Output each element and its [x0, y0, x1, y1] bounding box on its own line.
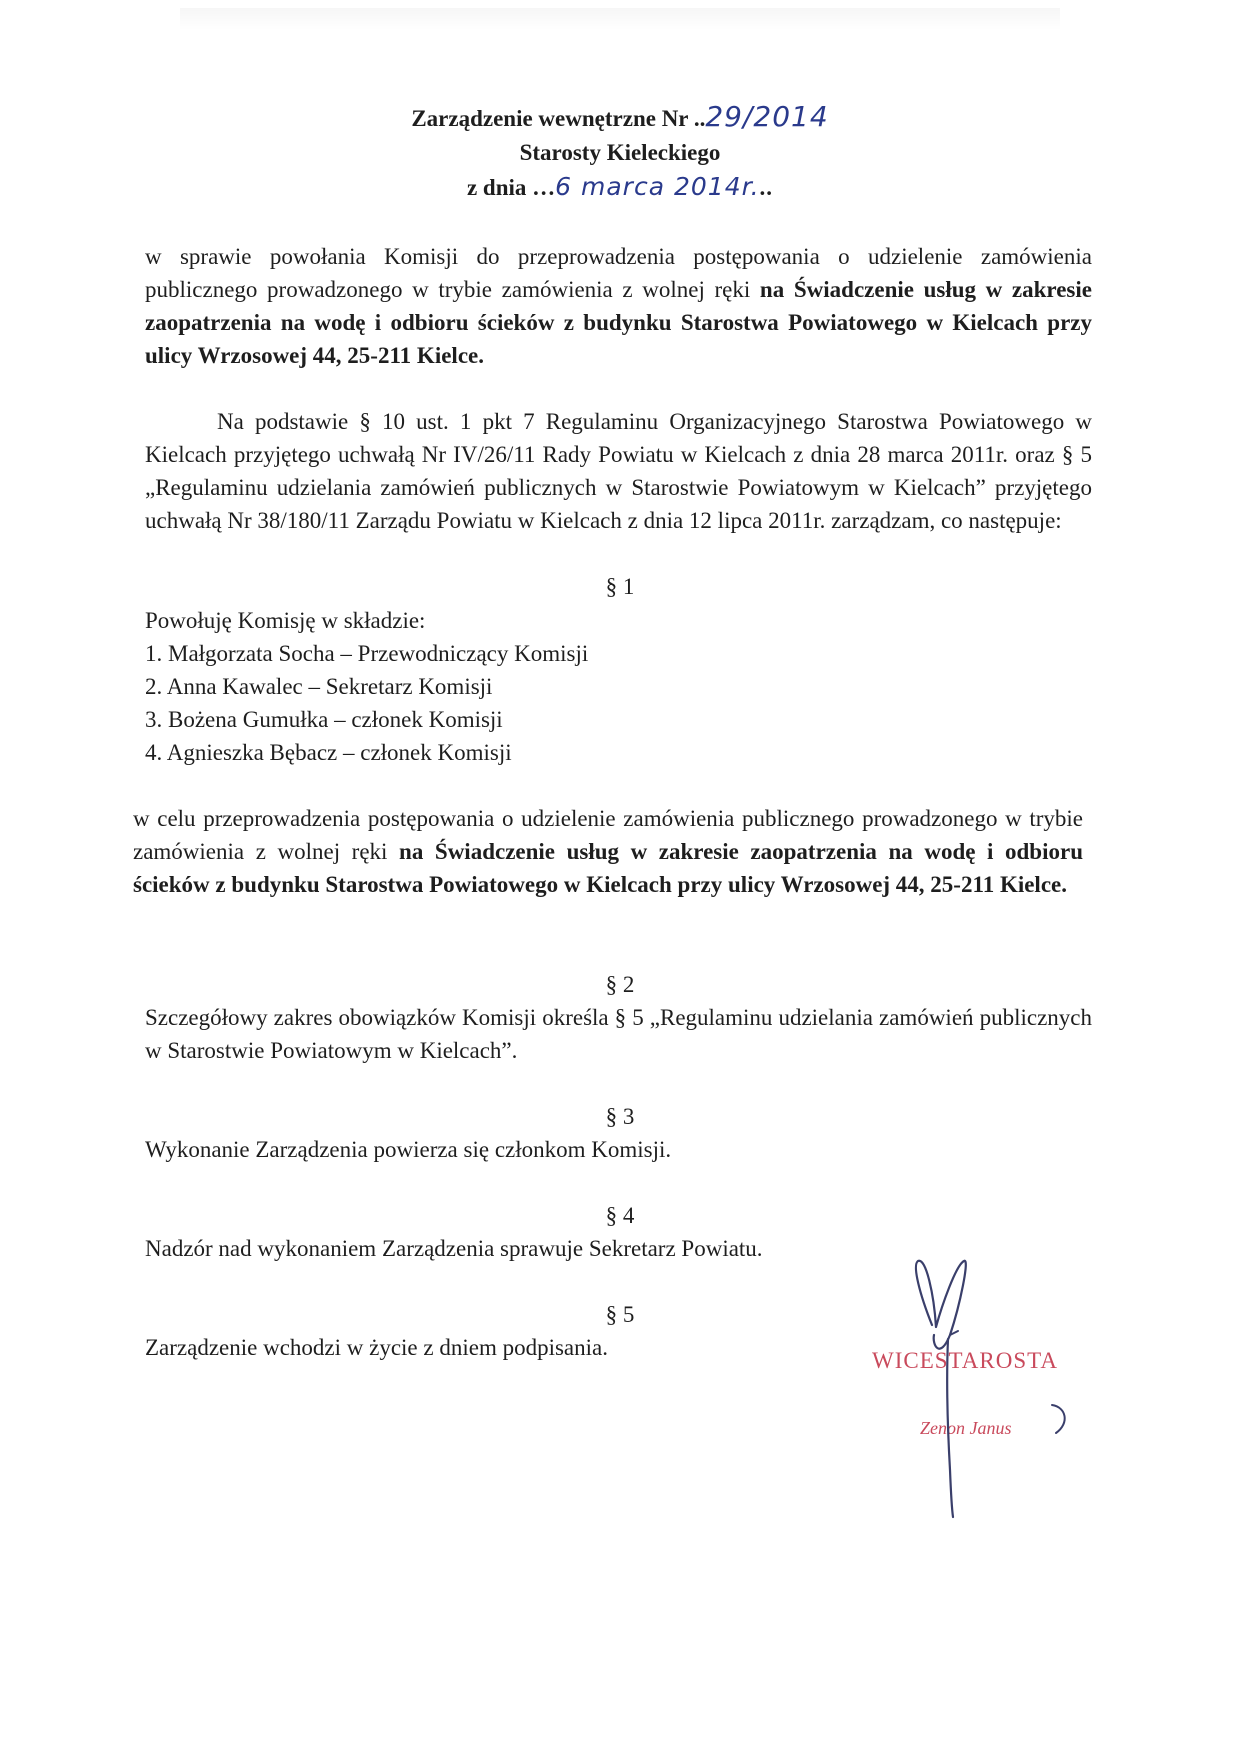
section-2-text: Szczegółowy zakres obowiązków Komisji określa § 5 „Regulaminu udzielania zamówień publicznych w Starostwie Powiatowym w Kielcach”. [145, 1005, 1092, 1063]
legal-basis-paragraph [145, 405, 1092, 537]
section-3-text: Wykonanie Zarządzenia powierza się członkom Komisji. [145, 1137, 672, 1162]
member-item: 3. Bożena Gumułka – członek Komisji [145, 707, 503, 732]
scan-edge-shadow [180, 8, 1060, 30]
member-item: 1. Małgorzata Socha – Przewodniczący Komisji [145, 641, 589, 666]
purpose-text: w celu przeprowadzenia postępowania o udzielenie zamówienia publicznego prowadzonego w trybie zamówienia z wolnej ręki [133, 806, 1083, 864]
member-item: 4. Agnieszka Bębacz – członek Komisji [145, 740, 512, 765]
title-line [0, 100, 1240, 136]
title-prefix: Zarządzenie wewnętrzne Nr .. [411, 106, 706, 131]
subject-bold-text: na Świadczenie usług w zakresie zaopatrzenia na wodę i odbioru ścieków z budynku Starostwa Powiatowego w Kielcach przy ulicy Wrzosowej 44, 25-211 Kielce. [145, 277, 1092, 368]
purpose-paragraph [133, 802, 1083, 901]
stamp-name: Zenon Janus [920, 1418, 1012, 1438]
handwritten-signature [860, 1255, 1100, 1525]
purpose-bold-text: na Świadczenie usług w zakresie zaopatrzenia na wodę i odbioru ścieków z budynku Starostwa Powiatowego w Kielcach przy ulicy Wrzosowej 44, 25-211 Kielce. [133, 839, 1083, 897]
section-1-title: § 1 [605, 574, 635, 599]
section-4-text: Nadzór nad wykonaniem Zarządzenia sprawuje Sekretarz Powiatu. [145, 1236, 763, 1261]
handwritten-number: 29/2014 [705, 100, 829, 133]
section-5-text: Zarządzenie wchodzi w życie z dniem podpisania. [145, 1335, 608, 1360]
subject-text: w sprawie powołania Komisji do przeprowadzenia postępowania o udzielenie zamówienia publicznego prowadzonego w trybie zamówienia z wolnej ręki [145, 244, 1092, 302]
stamp-title: WICESTAROSTA [872, 1348, 1058, 1373]
commission-members [145, 604, 945, 769]
section-2-title: § 2 [605, 972, 635, 997]
handwritten-date: 6 marca 2014r. [555, 172, 760, 201]
date-prefix: z dnia … [466, 175, 556, 200]
members-intro: Powołuję Komisję w składzie: [145, 608, 426, 633]
document-header [0, 100, 1240, 205]
section-5-title: § 5 [605, 1302, 635, 1327]
signature-stamp [860, 1255, 1100, 1525]
members-list [145, 637, 945, 769]
subject-paragraph [145, 240, 1092, 372]
authority-line: Starosty Kieleckiego [519, 140, 721, 165]
legal-basis-text: Na podstawie § 10 ust. 1 pkt 7 Regulaminu Organizacyjnego Starostwa Powiatowego w Kielcach przyjętego uchwałą Nr IV/26/11 Rady Powiatu w Kielcach z dnia 28 marca 2011r. oraz § 5 „Regulaminu udzielania zamówień publicznych w Starostwie Powiatowym w Kielcach” przyjętego uchwałą Nr 38/180/11 Zarządu Powiatu w Kielcach z dnia 12 lipca 2011r. zarządzam, co następuje: [145, 409, 1092, 533]
date-line [0, 170, 1240, 205]
section-4-title: § 4 [605, 1203, 635, 1228]
date-trailing-dots: .. [759, 175, 774, 200]
member-item: 2. Anna Kawalec – Sekretarz Komisji [145, 674, 493, 699]
section-3-title: § 3 [605, 1104, 635, 1129]
